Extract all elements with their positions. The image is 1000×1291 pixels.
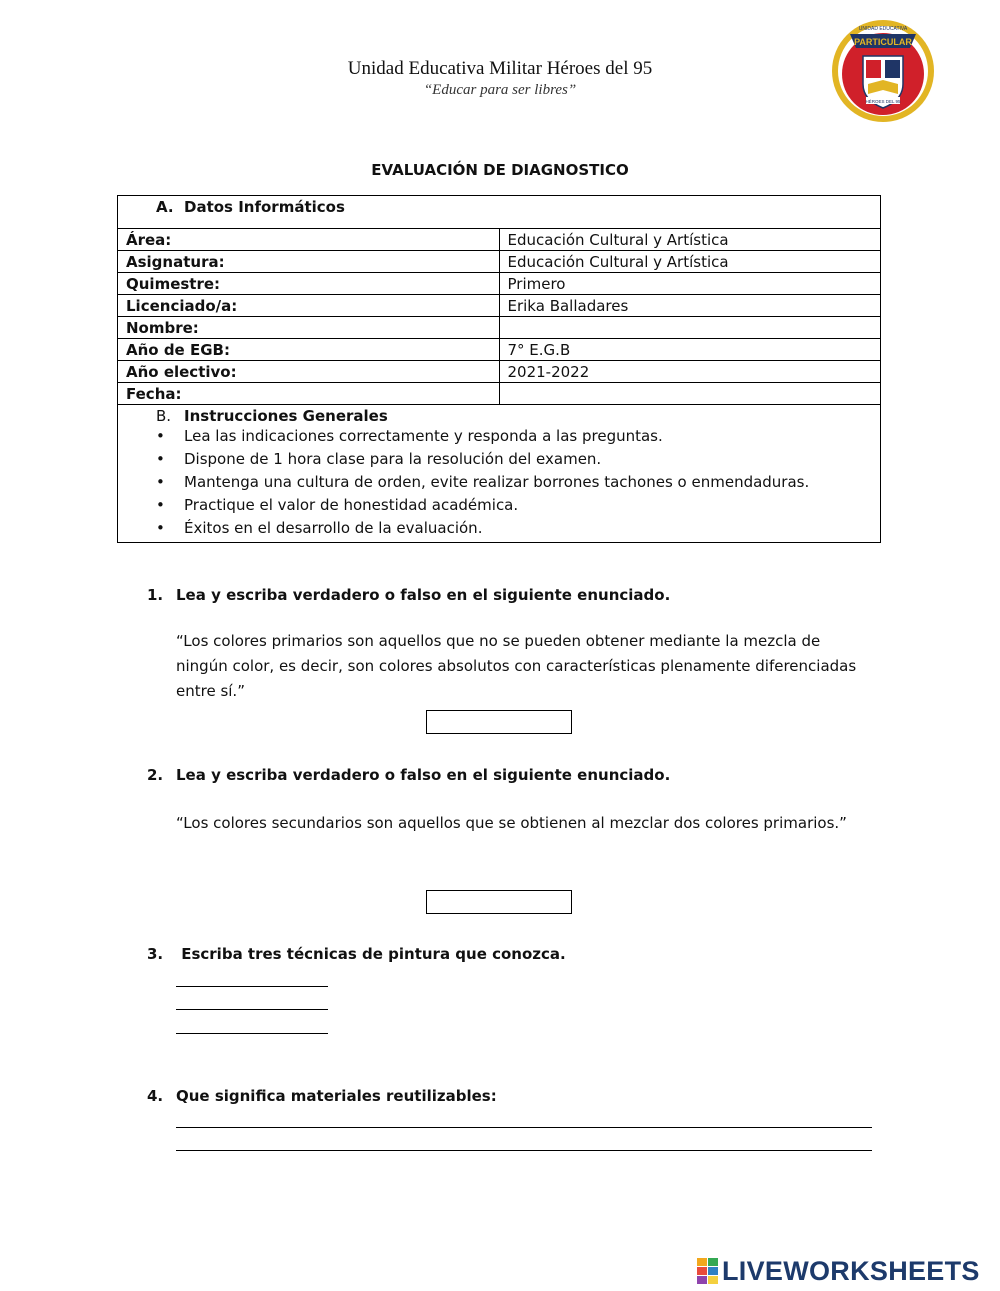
section-a-letter: A. (156, 198, 174, 216)
lw-block (697, 1267, 707, 1275)
question-3-answer-line-1[interactable] (176, 986, 328, 987)
question-2-quote: “Los colores secundarios son aquellos que se obtienen al mezclar dos colores primarios.” (176, 814, 847, 832)
info-table (117, 195, 881, 543)
lw-block (708, 1258, 718, 1266)
table-row (118, 273, 881, 295)
row-label-quimestre: Quimestre: (118, 273, 500, 295)
row-label-asignatura: Asignatura: (118, 251, 500, 273)
crest-bottom-text: HÉROES DEL 95 (865, 99, 901, 104)
list-item: • Practique el valor de honestidad académica. (156, 494, 872, 517)
table-row (118, 339, 881, 361)
question-2 (147, 766, 670, 784)
row-value-fecha[interactable] (499, 383, 881, 405)
question-3-text: Escriba tres técnicas de pintura que conozca. (176, 945, 566, 963)
instructions-cell (118, 405, 881, 543)
list-item: • Lea las indicaciones correctamente y responda a las preguntas. (156, 425, 872, 448)
crest-banner-text: PARTICULAR (854, 37, 912, 47)
row-value-licenciado: Erika Balladares (499, 295, 881, 317)
table-row (118, 383, 881, 405)
row-value-anio-electivo: 2021-2022 (499, 361, 881, 383)
instructions-list (156, 425, 872, 540)
row-label-nombre: Nombre: (118, 317, 500, 339)
section-a-row (118, 196, 881, 229)
question-1-text: Lea y escriba verdadero o falso en el siguiente enunciado. (176, 586, 671, 604)
row-label-fecha: Fecha: (118, 383, 500, 405)
document-title: EVALUACIÓN DE DIAGNOSTICO (371, 161, 629, 179)
crest-emblem (830, 18, 936, 124)
question-1-number: 1. (147, 586, 164, 604)
row-value-nombre[interactable] (499, 317, 881, 339)
row-value-asignatura: Educación Cultural y Artística (499, 251, 881, 273)
lw-block (708, 1276, 718, 1284)
question-1-answer-box[interactable] (426, 710, 572, 734)
list-item: • Éxitos en el desarrollo de la evaluación. (156, 517, 872, 540)
row-value-quimestre: Primero (499, 273, 881, 295)
table-row (118, 295, 881, 317)
question-4-text: Que significa materiales reutilizables: (176, 1087, 497, 1105)
section-b-letter: B. (156, 407, 172, 425)
list-item: • Mantenga una cultura de orden, evite realizar borrones tachones o enmendaduras. (156, 471, 872, 494)
section-b-header (156, 407, 872, 425)
section-b-title: Instrucciones Generales (184, 407, 388, 425)
school-crest-logo (830, 18, 936, 124)
row-value-anio-egb: 7° E.G.B (499, 339, 881, 361)
question-4 (147, 1087, 497, 1105)
lw-block (708, 1267, 718, 1275)
question-3-answer-line-2[interactable] (176, 1009, 328, 1010)
liveworksheets-blocks-icon (697, 1258, 718, 1284)
lw-block (697, 1276, 707, 1284)
table-row (118, 251, 881, 273)
liveworksheets-logo (697, 1255, 980, 1287)
question-3-number: 3. (147, 945, 164, 963)
question-1 (147, 586, 670, 604)
section-a-title: Datos Informáticos (184, 198, 345, 216)
school-name: Unidad Educativa Militar Héroes del 95 (347, 58, 653, 79)
row-label-area: Área: (118, 229, 500, 251)
table-row (118, 361, 881, 383)
row-label-anio-egb: Año de EGB: (118, 339, 500, 361)
section-b-row (118, 405, 881, 543)
crest-top-text: UNIDAD EDUCATIVA (858, 26, 908, 32)
question-2-answer-box[interactable] (426, 890, 572, 914)
question-4-answer-line-2[interactable] (176, 1150, 872, 1151)
liveworksheets-text: LIVEWORKSHEETS (722, 1255, 980, 1286)
question-4-number: 4. (147, 1087, 164, 1105)
question-1-quote: “Los colores primarios son aquellos que no se pueden obtener mediante la mezcla de ningún color, es decir, son colores absolutos con características plenamente diferenciadas entre sí.” (176, 632, 857, 700)
question-4-answer-line-1[interactable] (176, 1127, 872, 1128)
question-3 (147, 945, 566, 963)
table-row (118, 229, 881, 251)
lw-block (697, 1258, 707, 1266)
row-label-licenciado: Licenciado/a: (118, 295, 500, 317)
question-2-number: 2. (147, 766, 164, 784)
school-motto: “Educar para ser libres” (423, 82, 577, 98)
question-3-answer-line-3[interactable] (176, 1033, 328, 1034)
row-value-area: Educación Cultural y Artística (499, 229, 881, 251)
question-2-text: Lea y escriba verdadero o falso en el siguiente enunciado. (176, 766, 671, 784)
row-label-anio-electivo: Año electivo: (118, 361, 500, 383)
list-item: • Dispone de 1 hora clase para la resolución del examen. (156, 448, 872, 471)
section-a-header (118, 196, 881, 229)
table-row (118, 317, 881, 339)
